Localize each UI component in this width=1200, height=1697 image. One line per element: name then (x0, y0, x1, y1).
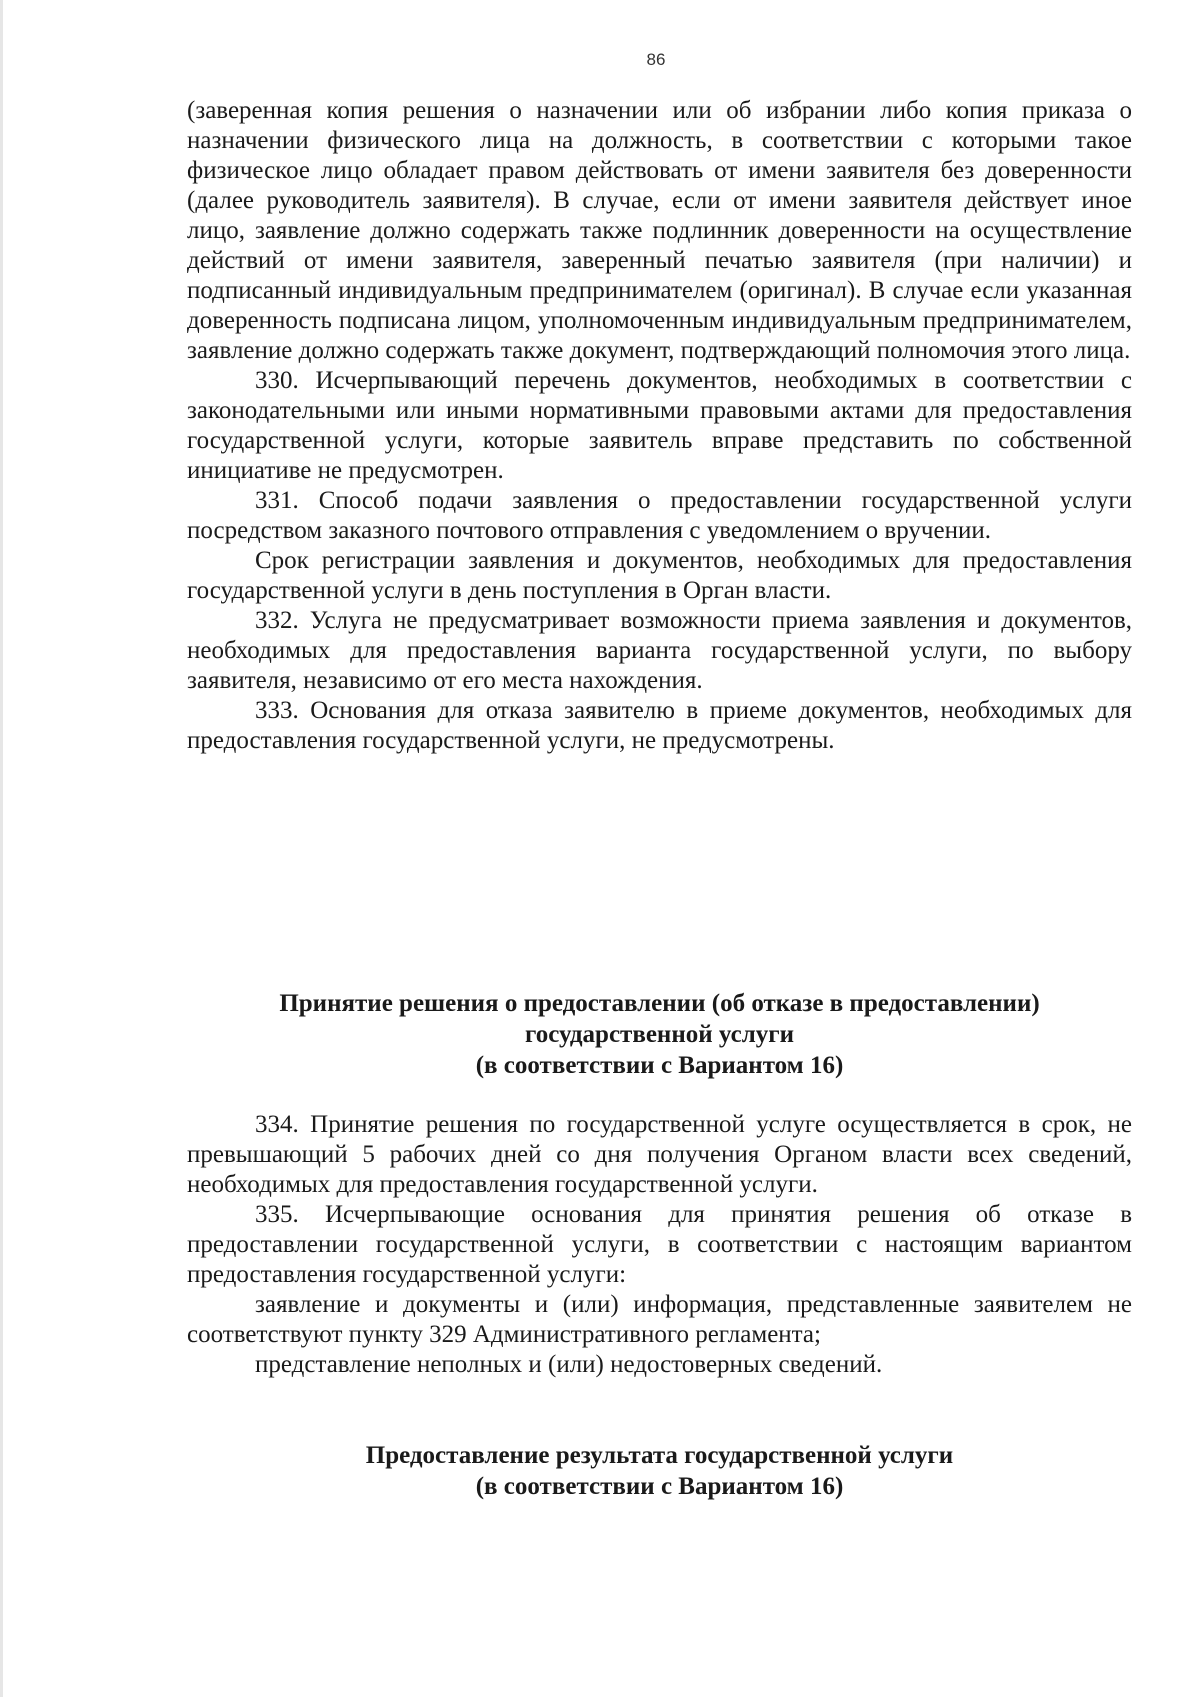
body-section-1 (187, 96, 1132, 756)
paragraph-331: 331. Способ подачи заявления о предоставлении государственной услуги посредством заказного почтового отправления с уведомлением о вручении. (187, 487, 1132, 544)
list-item-grounds-1: заявление и документы и (или) информация, представленные заявителем не соответствуют пункту 329 Административного регламента; (187, 1291, 1132, 1348)
paragraph-330: 330. Исчерпывающий перечень документов, необходимых в соответствии с законодательными или иными нормативными правовыми актами для предоставления государственной услуги, которые заявитель вправе представить по собственной инициативе не предусмотрен. (187, 367, 1132, 484)
heading-line: (в соответствии с Вариантом 16) (475, 1052, 844, 1079)
heading-line: Принятие решения о предоставлении (об отказе в предоставлении) (279, 990, 1040, 1017)
page-number: 86 (646, 50, 666, 69)
heading-line: государственной услуги (524, 1021, 795, 1048)
paragraph-continuation: (заверенная копия решения о назначении или об избрании либо копия приказа о назначении физического лица на должность, в соответствии с которыми такое физическое лицо обладает правом действовать от имени заявителя без доверенности (далее руководитель заявителя). В случае, если от имени заявителя действует иное лицо, заявление должно содержать также подлинник доверенности на осуществление действий от имени заявителя, заверенный печатью заявителя (при наличии) и подписанный индивидуальным предпринимателем (оригинал). В случае если указанная доверенность подписана лицом, уполномоченным индивидуальным предпринимателем, заявление должно содержать также документ, подтверждающий полномочия этого лица. (187, 97, 1132, 364)
body-section-2 (187, 1110, 1132, 1380)
heading-line: (в соответствии с Вариантом 16) (475, 1473, 844, 1500)
paragraph-332: 332. Услуга не предусматривает возможности приема заявления и документов, необходимых для предоставления варианта государственной услуги, по выбору заявителя, независимо от его места нахождения. (187, 607, 1132, 694)
scan-edge (0, 0, 3, 1697)
section-heading-result (187, 1440, 1132, 1502)
list-item-grounds-2: представление неполных и (или) недостоверных сведений. (255, 1351, 883, 1378)
paragraph-334: 334. Принятие решения по государственной услуге осуществляется в срок, не превышающий 5 рабочих дней со дня получения Органом власти всех сведений, необходимых для предоставления государственной услуги. (187, 1111, 1132, 1198)
heading-line: Предоставление результата государственной услуги (365, 1442, 954, 1469)
paragraph-registration-term: Срок регистрации заявления и документов, необходимых для предоставления государственной услуги в день поступления в Орган власти. (187, 547, 1132, 604)
section-heading-decision (187, 988, 1132, 1081)
paragraph-333: 333. Основания для отказа заявителю в приеме документов, необходимых для предоставления государственной услуги, не предусмотрены. (187, 697, 1132, 754)
paragraph-335: 335. Исчерпывающие основания для принятия решения об отказе в предоставлении государственной услуги, в соответствии с настоящим вариантом предоставления государственной услуги: (187, 1201, 1132, 1288)
